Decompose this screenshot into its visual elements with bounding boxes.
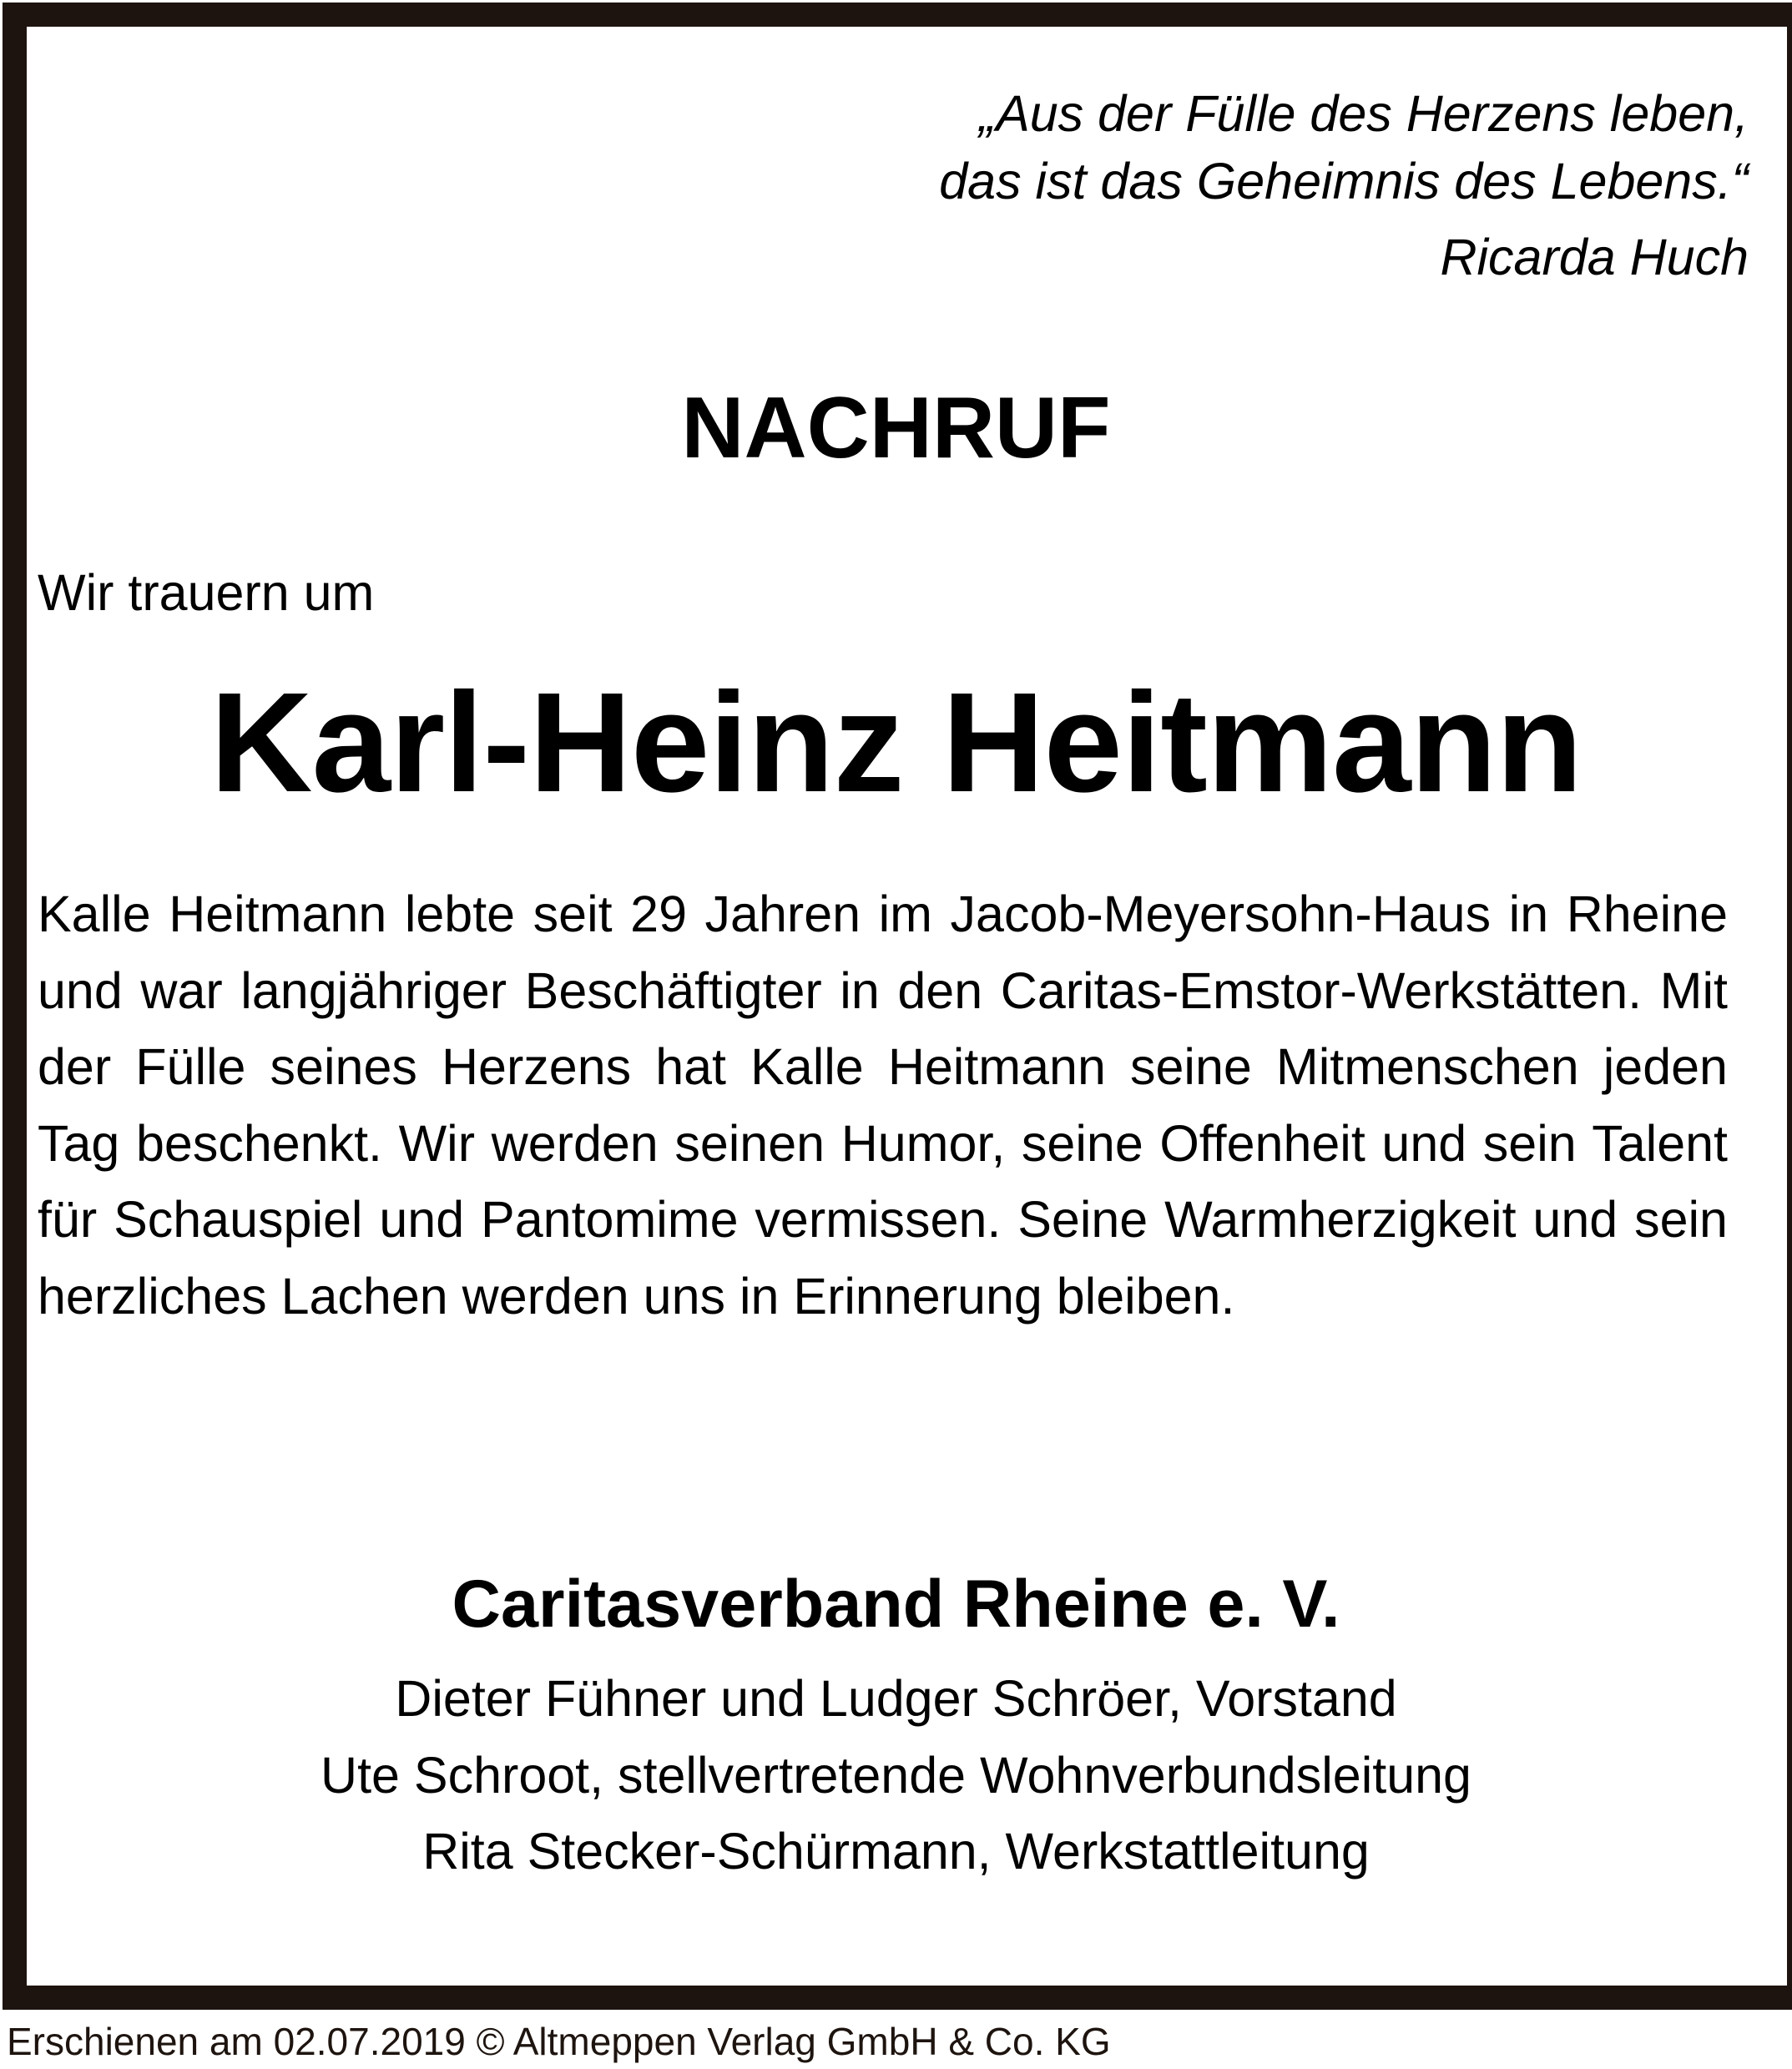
quote-author: Ricarda Huch [1440, 229, 1749, 285]
organization-name: Caritasverband Rheine e. V. [452, 1567, 1340, 1642]
quote-line-2: das ist das Geheimnis des Lebens.“ [939, 153, 1749, 209]
intro-text: Wir trauern um [38, 564, 375, 621]
epigraph-quote [939, 80, 1749, 215]
signer-line: Rita Stecker-Schürmann, Werkstattleitung [422, 1823, 1370, 1880]
signers-list [0, 1661, 1792, 1890]
deceased-name: Karl-Heinz Heitmann [209, 664, 1583, 822]
signer-line: Dieter Fühner und Ludger Schröer, Vorstand [395, 1670, 1397, 1727]
obituary-body: Kalle Heitmann lebte seit 29 Jahren im Jacob-Meyersohn-Haus in Rheine und war langjähriger Beschäftigter in den Caritas-Emstor-Werkstätten. Mit der Fülle seines Herzens hat Kalle Heitmann seine Mitmenschen jeden Tag beschenkt. Wir werden seinen Humor, seine Offenheit und sein Talent für Schauspiel und Pantomime vermissen. Seine Warmherzigkeit und sein herzliches Lachen werden uns in Erinnerung bleiben. [38, 886, 1728, 1325]
signer-line: Ute Schroot, stellvertretende Wohnverbundsleitung [321, 1746, 1471, 1804]
publication-footer: Erschienen am 02.07.2019 © Altmeppen Verlag GmbH & Co. KG [7, 2020, 1111, 2063]
quote-line-1: „Aus der Fülle des Herzens leben, [978, 85, 1749, 142]
headline: NACHRUF [681, 380, 1111, 477]
